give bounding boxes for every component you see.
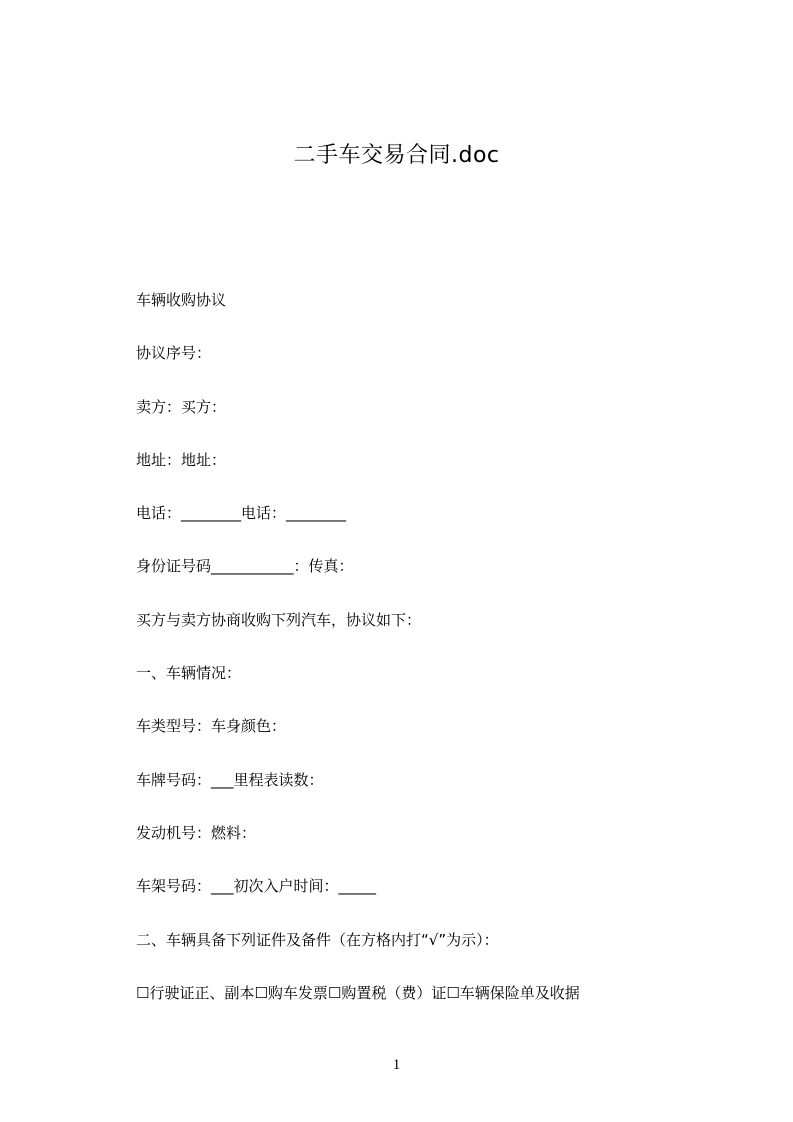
line-section-documents: 二、车辆具备下列证件及备件（在方格内打“√”为示）： <box>136 930 499 949</box>
line-seller-buyer: 卖方：买方： <box>136 397 227 416</box>
line-model-color: 车类型号：车身颜色： <box>136 717 287 736</box>
document-body <box>136 288 676 1034</box>
document-title: 二手车交易合同.doc <box>293 143 500 168</box>
line-id-fax: 身份证号码___________：传真： <box>136 557 354 576</box>
line-agreement-heading: 车辆收购协议 <box>136 291 227 309</box>
page-number: 1 <box>392 1057 401 1073</box>
line-plate-odometer: 车牌号码：___里程表读数： <box>136 770 324 789</box>
line-vin-registration: 车架号码：___初次入户时间：_____ <box>136 877 377 896</box>
line-address: 地址：地址： <box>136 450 227 469</box>
line-document-checkboxes: ☐行驶证正、副本☐购车发票☐购置税（费）证☐车辆保险单及收据 <box>136 983 580 1002</box>
line-intro: 买方与卖方协商收购下列汽车，协议如下： <box>136 610 422 629</box>
line-section-vehicle: 一、车辆情况： <box>136 664 242 683</box>
line-engine-fuel: 发动机号：燃料： <box>136 823 257 842</box>
line-phone: 电话：________电话：________ <box>136 504 347 523</box>
line-agreement-number: 协议序号： <box>136 344 212 363</box>
